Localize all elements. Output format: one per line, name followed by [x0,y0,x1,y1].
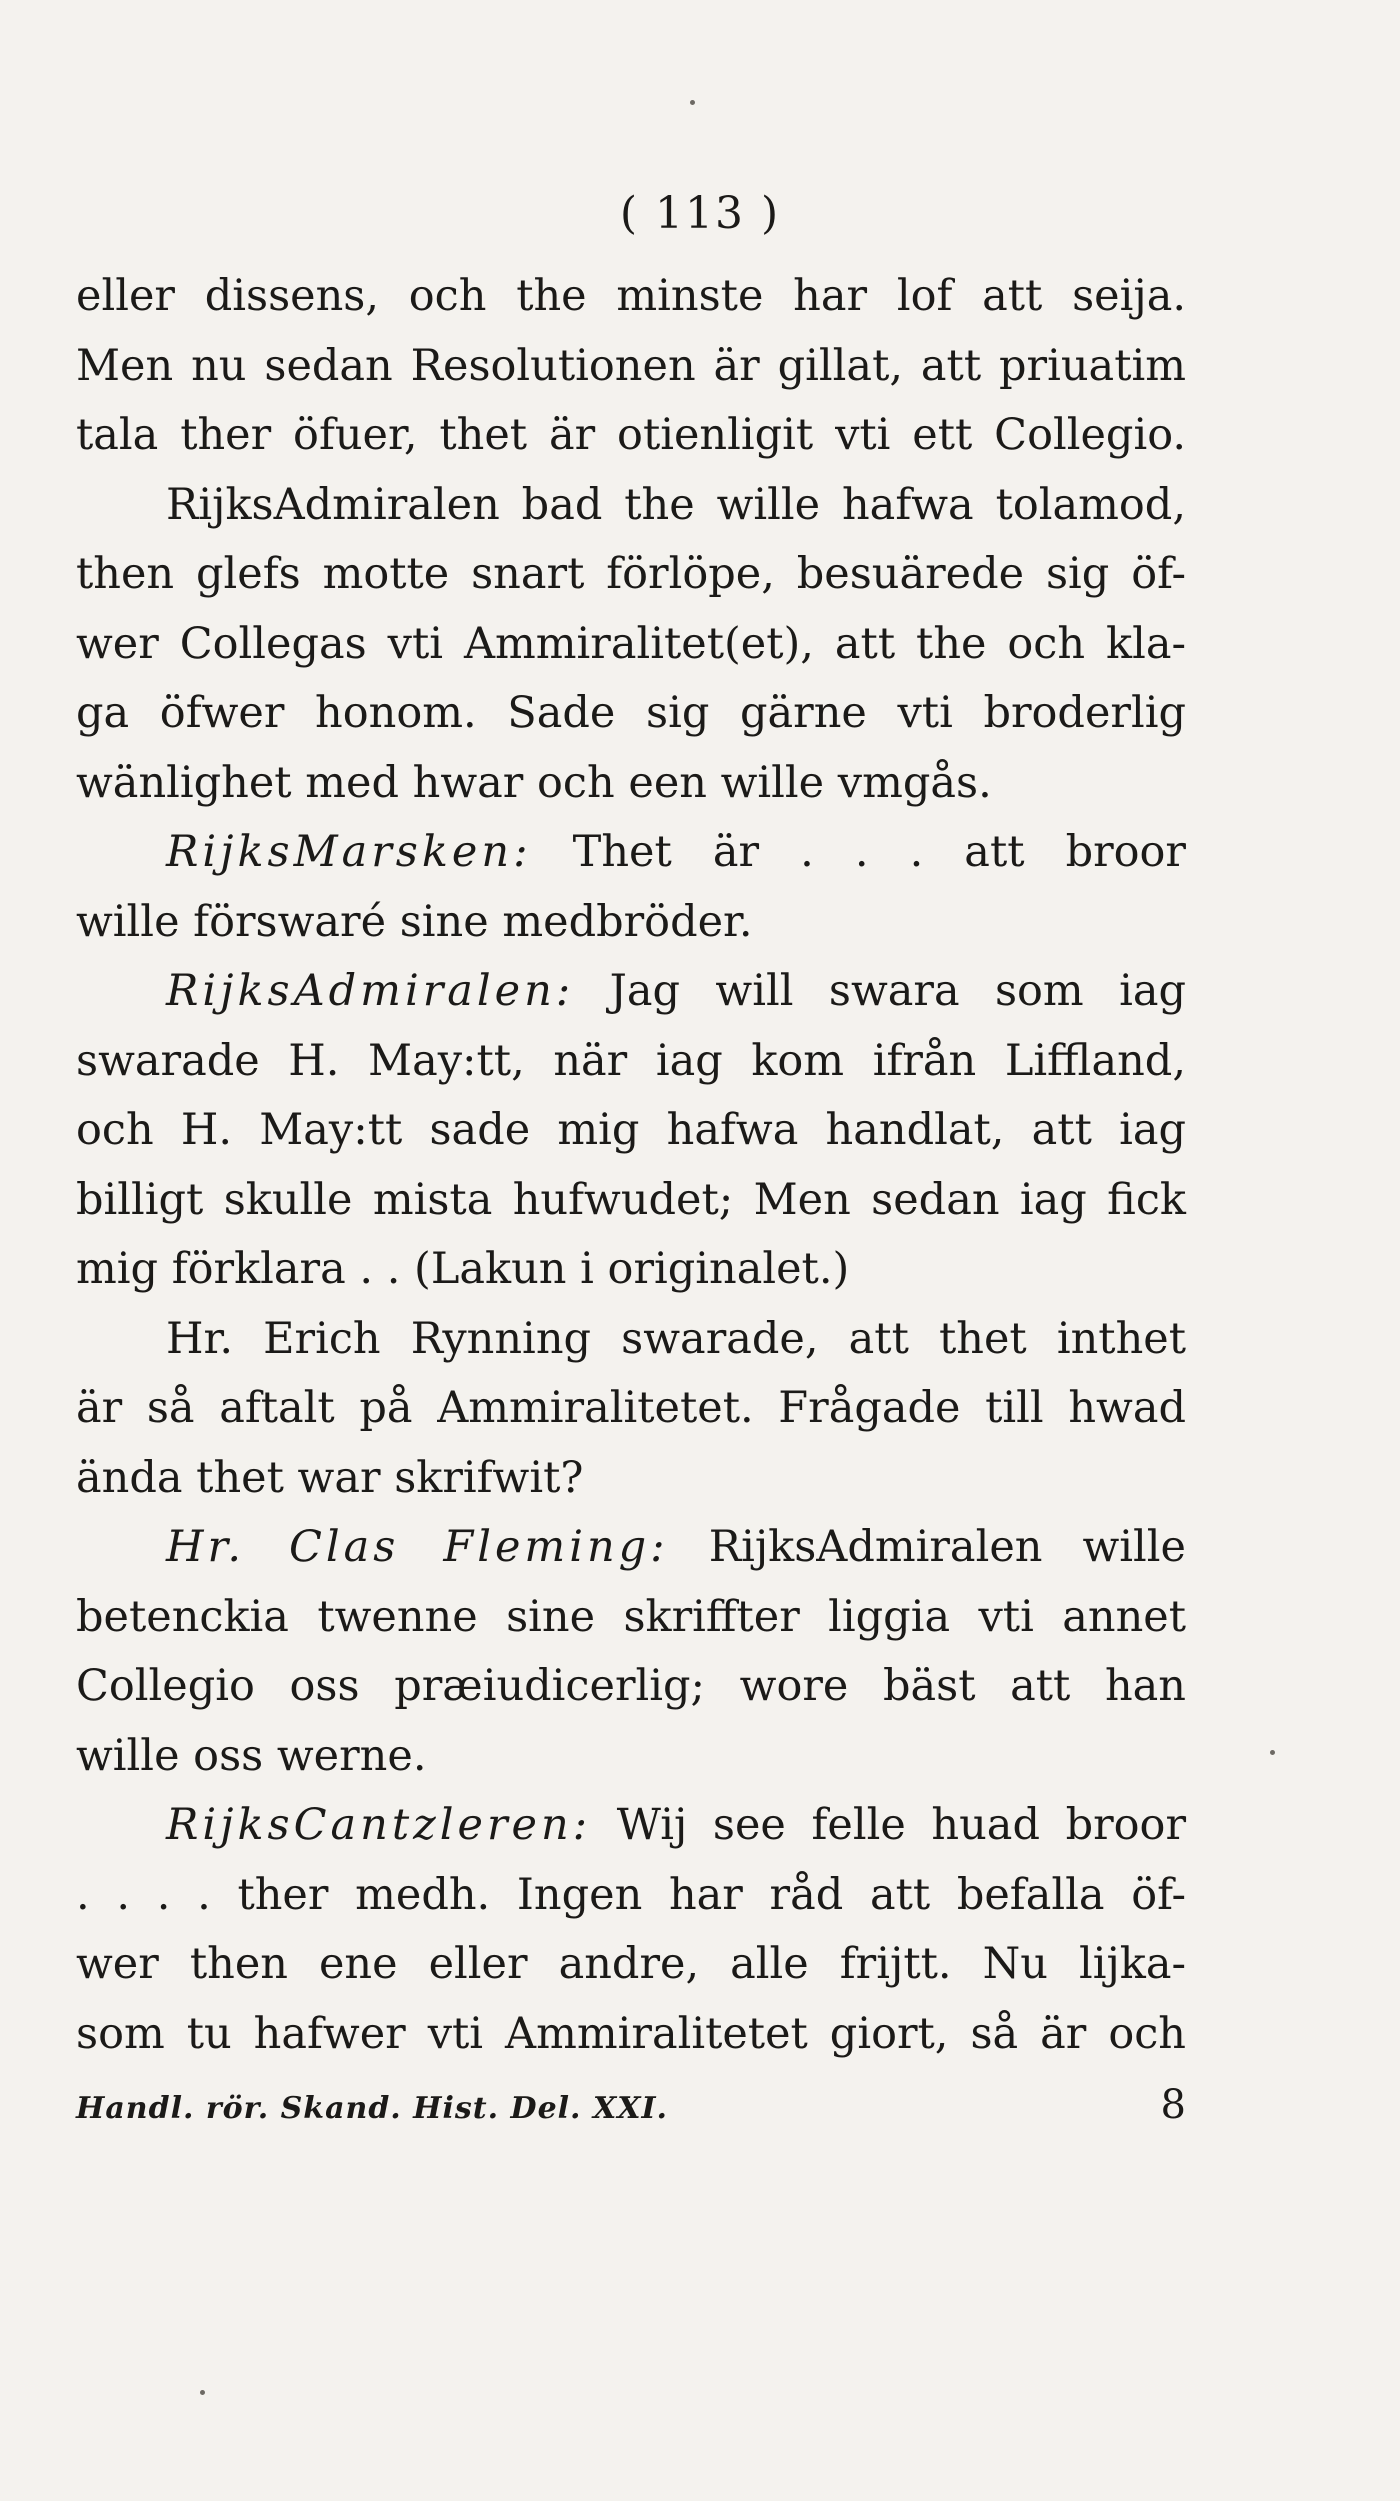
speaker-name: Hr. Clas Fleming: [166,1522,669,1572]
text-line: RijksAdmiralen bad the wille hafwa tolamod, [166,479,1186,530]
text-line: wer Collegas vti Ammiralitet(et), att the och kla- [76,618,1186,669]
text-line: är så aftalt på Ammiralitetet. Frågade till hwad [76,1383,1186,1433]
speech-text: Wij see felle huad broor [591,1800,1186,1850]
speaker-line [76,1791,1186,1861]
body-text [76,262,1186,2069]
page-number: ( 113 ) [619,188,781,239]
text-line: Hr. Erich Rynning swarade, att thet inthet [166,1313,1186,1364]
speaker-line [76,1513,1186,1583]
footer [76,2082,1186,2128]
speaker-name: RijksCantzleren: [166,1800,592,1850]
text-line: tala ther öfuer, thet är otienligit vti ett Collegio. [76,410,1186,460]
paper-speck [690,100,695,105]
speech-text: Thet är . . . att broor [531,827,1186,877]
text-line: ända thet war skrifwit? [76,1452,584,1503]
speech-text: RijksAdmiralen wille [668,1522,1186,1572]
text-line: ga öfwer honom. Sade sig gärne vti broderlig [76,688,1186,738]
text-line: som tu hafwer vti Ammiralitetet giort, så är och [76,2008,1186,2059]
text-line: wänlighet med hwar och een wille vmgås. [76,757,992,808]
text-line: . . . . ther medh. Ingen har råd att befalla öf- [76,1869,1186,1920]
text-line: wer then ene eller andre, alle frijtt. Nu lijka- [76,1939,1186,1989]
text-line: eller dissens, och the minste har lof att seija. [76,271,1186,321]
paper-speck [200,2390,205,2395]
speaker-name: RijksMarsken: [166,827,532,877]
text-line: wille oss werne. [76,1730,427,1781]
footer-note: Handl. rör. Skand. Hist. Del. XXI. [76,2091,668,2126]
text-line: och H. May:tt sade mig hafwa handlat, att iag [76,1105,1186,1155]
speaker-line [76,818,1186,888]
signature-mark: 8 [1160,2082,1186,2128]
speaker-name: RijksAdmiralen: [166,966,575,1016]
text-line: Men nu sedan Resolutionen är gillat, att priuatim [76,340,1186,391]
speaker-line [76,957,1186,1027]
text-line: billigt skulle mista hufwudet; Men sedan iag fick [76,1174,1186,1225]
text-line: mig förklara . . (Lakun i originalet.) [76,1244,850,1294]
text-line: swarade H. May:tt, när iag kom ifrån Liffland, [76,1035,1186,1086]
text-line: wille förswaré sine medbröder. [76,896,753,947]
paper-speck [1270,1750,1275,1755]
text-line: then glefs motte snart förlöpe, besuärede sig öf- [76,549,1186,599]
text-line: betenckia twenne sine skriffter liggia vti annet [76,1591,1186,1642]
speech-text: Jag will swara som iag [574,966,1186,1016]
text-line: Collegio oss præiudicerlig; wore bäst att han [76,1661,1186,1711]
